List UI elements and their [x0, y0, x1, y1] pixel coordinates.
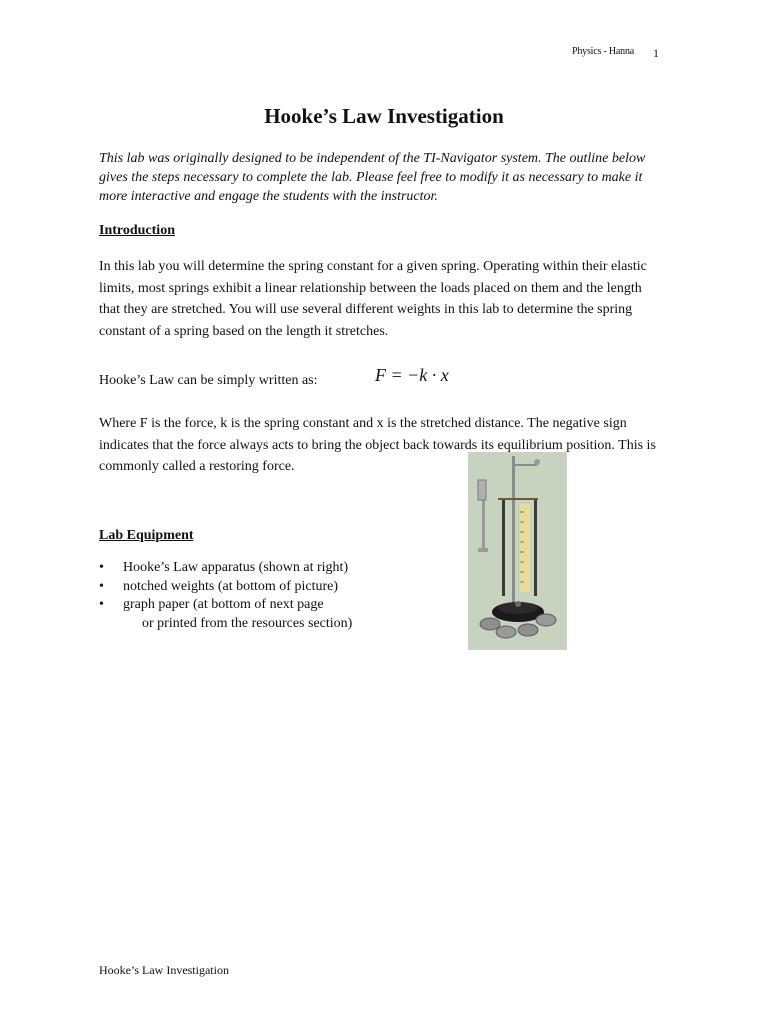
- introduction-paragraph: In this lab you will determine the spring constant for a given spring. Operating within their elastic limits, most springs exhibit a linear relationship between the loads placed on them and the length that they are stretched. You will use several different weights in this lab to determine the spring constant of a spring based on the length it stretches.: [99, 259, 647, 339]
- apparatus-illustration: [468, 452, 567, 650]
- list-item-text: graph paper (at bottom of next page: [123, 597, 324, 612]
- bullet-icon: •: [99, 578, 104, 594]
- hookes-law-apparatus-photo: [468, 452, 567, 650]
- page-title: Hooke’s Law Investigation: [264, 104, 504, 128]
- equipment-heading: Lab Equipment: [99, 528, 194, 543]
- bullet-icon: •: [99, 560, 104, 575]
- list-item: [99, 559, 352, 578]
- list-item-text: Hooke’s Law apparatus (shown at right): [123, 560, 349, 575]
- formula-explanation: Where F is the force, k is the spring constant and x is the stretched distance. The negative sign indicates that the force always acts to bring the object back towards its equilibrium position. This is commonly called a restoring force.: [99, 416, 656, 474]
- list-item-text: notched weights (at bottom of picture): [123, 578, 338, 594]
- list-item-continuation: or printed from the resources section): [142, 615, 353, 631]
- list-item: [99, 596, 352, 615]
- page-footer: Hooke’s Law Investigation: [99, 963, 229, 977]
- hookes-law-formula: F = −k · x: [375, 365, 449, 385]
- introduction-heading: Introduction: [99, 223, 175, 238]
- running-header: Physics - Hanna: [572, 46, 634, 57]
- bullet-icon: •: [99, 597, 104, 612]
- intro-note: This lab was originally designed to be independent of the TI-Navigator system. The outline below gives the steps necessary to complete the lab. Please feel free to modify it as necessary to make it more interactive and engage the students with the instructor.: [99, 151, 646, 204]
- hookes-law-label: Hooke’s Law can be simply written as:: [99, 373, 318, 388]
- equipment-list: [99, 559, 352, 633]
- list-item: [99, 578, 352, 597]
- page-number: 1: [653, 46, 659, 60]
